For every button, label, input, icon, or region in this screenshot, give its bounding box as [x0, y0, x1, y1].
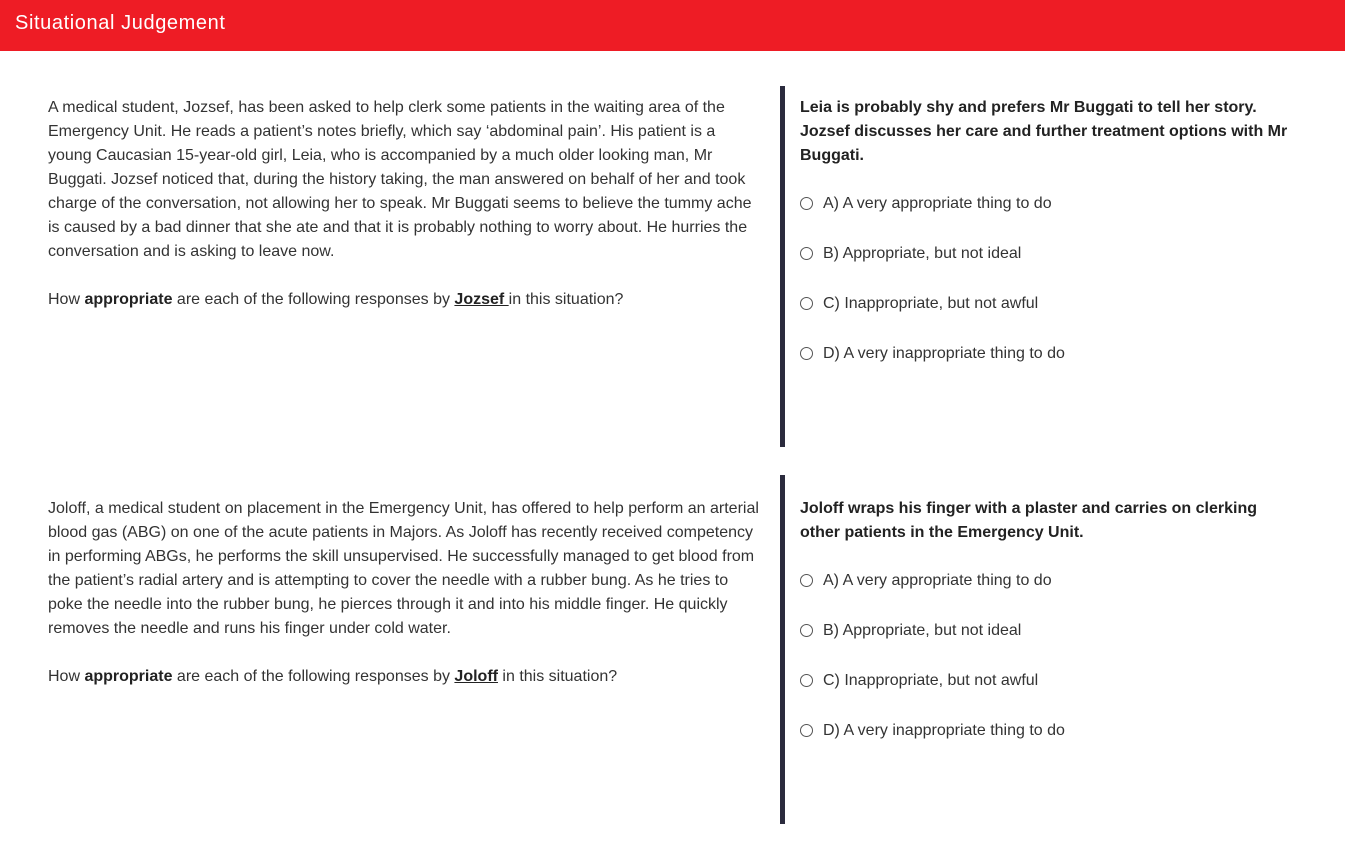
- option-label: C) Inappropriate, but not awful: [823, 672, 1039, 689]
- option-a[interactable]: [800, 192, 1300, 242]
- option-d[interactable]: [800, 719, 1300, 769]
- divider: [780, 475, 785, 824]
- scenario-prompt: How appropriate are each of the following responses by Jozsef in this situation?: [48, 291, 624, 308]
- radio-icon[interactable]: [800, 247, 813, 260]
- scenario-text: A medical student, Jozsef, has been asked to help clerk some patients in the waiting area of the Emergency Unit. He reads a patient’s notes briefly, which say ‘abdominal pain’. His patient is a young Caucasian 15-year-old girl, Leia, who is accompanied by a much older looking man, Mr Buggati. Jozsef noticed that, during the history taking, the man answered on behalf of her and took charge of the conversation, not allowing her to speak. Mr Buggati seems to believe the tummy ache is caused by a bad dinner that she ate and that it is probably nothing to worry about. He hurries the conversation and is asking to leave now.: [48, 99, 752, 260]
- radio-icon[interactable]: [800, 674, 813, 687]
- radio-icon[interactable]: [800, 574, 813, 587]
- question-text: Leia is probably shy and prefers Mr Buggati to tell her story. Jozsef discusses her care and further treatment options with Mr Buggati.: [800, 99, 1288, 164]
- option-b[interactable]: [800, 242, 1300, 292]
- scenario-stem: [48, 497, 760, 689]
- radio-icon[interactable]: [800, 297, 813, 310]
- answer-options: [800, 569, 1300, 769]
- option-label: C) Inappropriate, but not awful: [823, 295, 1039, 312]
- divider: [780, 86, 785, 447]
- option-label: A) A very appropriate thing to do: [823, 195, 1052, 212]
- question-text: Joloff wraps his finger with a plaster and carries on clerking other patients in the Emergency Unit.: [800, 500, 1258, 541]
- option-label: B) Appropriate, but not ideal: [823, 622, 1022, 639]
- subject-name: Joloff: [454, 668, 498, 685]
- option-label: A) A very appropriate thing to do: [823, 572, 1052, 589]
- radio-icon[interactable]: [800, 724, 813, 737]
- option-d[interactable]: [800, 342, 1300, 392]
- option-label: D) A very inappropriate thing to do: [823, 345, 1065, 362]
- subject-name: Jozsef: [454, 291, 509, 308]
- option-c[interactable]: [800, 669, 1300, 719]
- scenario-2: [0, 475, 1345, 824]
- option-label: B) Appropriate, but not ideal: [823, 245, 1022, 262]
- answer-options: [800, 192, 1300, 392]
- page-title: Situational Judgement: [15, 12, 226, 34]
- option-c[interactable]: [800, 292, 1300, 342]
- radio-icon[interactable]: [800, 624, 813, 637]
- scenario-text: Joloff, a medical student on placement in the Emergency Unit, has offered to help perform an arterial blood gas (ABG) on one of the acute patients in Majors. As Joloff has recently received competency in performing ABGs, he performs the skill unsupervised. He successfully managed to get blood from the patient’s radial artery and is attempting to cover the needle with a rubber bung. As he tries to poke the needle into the rubber bung, he pierces through it and into his middle finger. He quickly removes the needle and runs his finger under cold water.: [48, 500, 759, 637]
- app-header: [0, 0, 1345, 51]
- scenario-prompt: How appropriate are each of the following responses by Joloff in this situation?: [48, 668, 618, 685]
- radio-icon[interactable]: [800, 347, 813, 360]
- radio-icon[interactable]: [800, 197, 813, 210]
- option-label: D) A very inappropriate thing to do: [823, 722, 1065, 739]
- option-b[interactable]: [800, 619, 1300, 669]
- scenario-stem: [48, 96, 760, 312]
- scenario-1: [0, 86, 1345, 447]
- option-a[interactable]: [800, 569, 1300, 619]
